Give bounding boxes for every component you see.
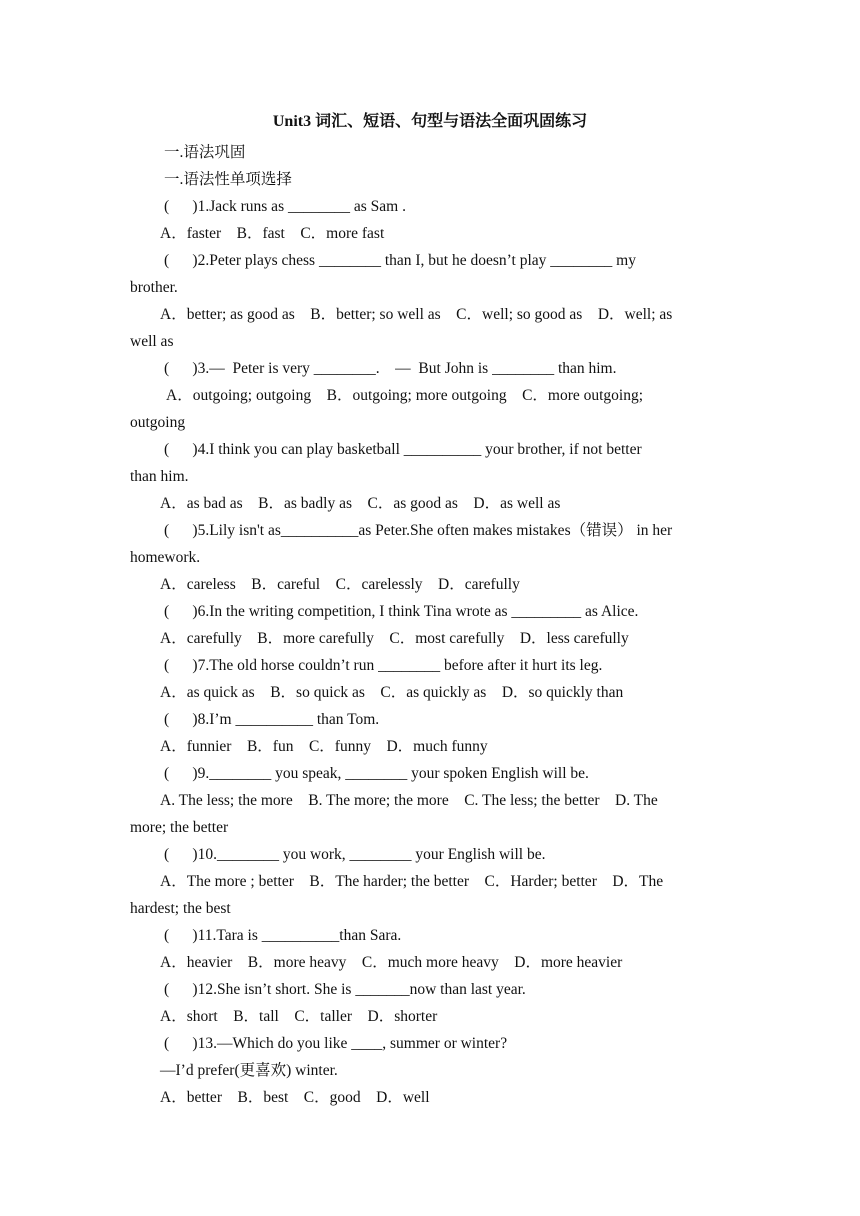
text-line: A．funnier B．fun C．funny D．much funny xyxy=(160,738,488,755)
text-line: ( )6.In the writing competition, I think Tina wrote as _________ as Alice. xyxy=(164,603,639,620)
text-line: homework. xyxy=(130,549,201,566)
text-line: A．careless B．careful C．carelessly D．carefully xyxy=(160,576,520,593)
text-line: ( )7.The old horse couldn’t run ________ before after it hurt its leg. xyxy=(164,657,603,674)
text-line: ( )10.________ you work, ________ your English will be. xyxy=(164,846,546,863)
text-line: —I’d prefer(更喜欢) winter. xyxy=(160,1062,338,1079)
text-line: ( )5.Lily isn't as__________as Peter.She often makes mistakes（错误） in her xyxy=(164,522,673,539)
text-line: A. The less; the more B. The more; the more C. The less; the better D. The xyxy=(160,792,658,809)
text-line: ( )8.I’m __________ than Tom. xyxy=(164,711,380,728)
text-line: ( )12.She isn’t short. She is _______now than last year. xyxy=(164,981,526,998)
text-line: 一.语法性单项选择 xyxy=(164,171,292,188)
text-line: A．as quick as B．so quick as C．as quickly as D．so quickly than xyxy=(160,684,624,701)
text-line: hardest; the best xyxy=(130,900,231,917)
text-line: well as xyxy=(130,333,174,350)
text-line: ( )1.Jack runs as ________ as Sam . xyxy=(164,198,406,215)
text-line: ( )4.I think you can play basketball __________ your brother, if not better xyxy=(164,441,642,458)
text-line: ( )9.________ you speak, ________ your spoken English will be. xyxy=(164,765,589,782)
text-line: A．better; as good as B．better; so well as C．well; so good as D．well; as xyxy=(160,306,673,323)
text-line: ( )3.— Peter is very ________. — But John is ________ than him. xyxy=(164,360,617,377)
text-line: A．better B．best C．good D．well xyxy=(160,1089,430,1106)
text-line: A．carefully B．more carefully C．most carefully D．less carefully xyxy=(160,630,629,647)
text-line: outgoing xyxy=(130,414,186,431)
text-line: ( )13.—Which do you like ____, summer or winter? xyxy=(164,1035,508,1052)
text-line: A．faster B．fast C．more fast xyxy=(160,225,385,242)
page-title: Unit3 词汇、短语、句型与语法全面巩固练习 xyxy=(272,113,588,130)
document-body xyxy=(130,139,732,1111)
text-line: A．outgoing; outgoing B．outgoing; more outgoing C．more outgoing; xyxy=(166,387,644,404)
text-line: brother. xyxy=(130,279,178,296)
text-line: than him. xyxy=(130,468,189,485)
text-line: 一.语法巩固 xyxy=(164,144,246,161)
text-line: A．short B．tall C．taller D．shorter xyxy=(160,1008,438,1025)
text-line: more; the better xyxy=(130,819,229,836)
text-line: ( )11.Tara is __________than Sara. xyxy=(164,927,402,944)
text-line: A．heavier B．more heavy C．much more heavy D．more heavier xyxy=(160,954,623,971)
text-line: A．The more ; better B．The harder; the better C．Harder; better D．The xyxy=(160,873,664,890)
text-line: ( )2.Peter plays chess ________ than I, but he doesn’t play ________ my xyxy=(164,252,636,269)
text-line: A．as bad as B．as badly as C．as good as D．as well as xyxy=(160,495,561,512)
